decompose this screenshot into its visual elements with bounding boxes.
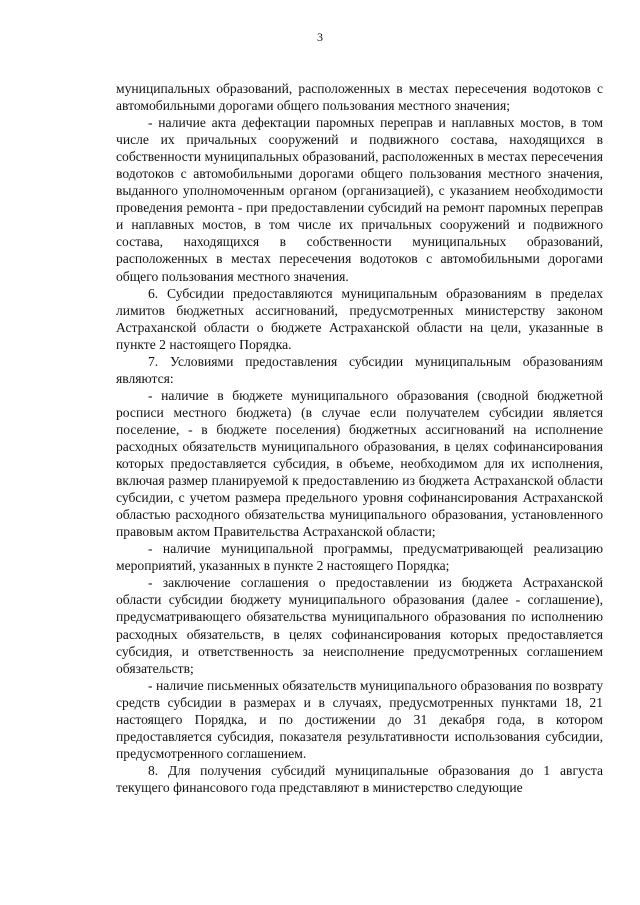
paragraph-continuation: муниципальных образований, расположенных в местах пересечения водотоков с автомобильными дорогами общего пользования местного значения; — [116, 81, 603, 114]
paragraph-agreement: - заключение соглашения о предоставлении из бюджета Астраханской области субсидии бюджету муниципального образования (далее - соглашение), предусматривающего обязательства муниципального образования по исполнению расходных обязательств, в целях софинансирования которых предоставляется субсидия, и ответственность за неисполнение предусмотренных соглашением обязательств; — [116, 575, 603, 676]
document-body — [116, 80, 603, 796]
page-number: 3 — [317, 30, 323, 44]
paragraph-item-8: 8. Для получения субсидий муниципальные образования до 1 августа текущего финансового года представляют в министерство следующие — [116, 762, 603, 795]
paragraph-municipal-program: - наличие муниципальной программы, предусматривающей реализацию мероприятий, указанных в пункте 2 настоящего Порядка; — [116, 541, 603, 574]
paragraph-item-7: 7. Условиями предоставления субсидии муниципальным образованиям являются: — [116, 353, 603, 386]
paragraph-written-obligations: - наличие письменных обязательств муниципального образования по возврату средств субсидии в размерах и в случаях, предусмотренных пунктами 18, 21 настоящего Порядка, и по достижении до 31 декабря года, в котором предоставляется субсидия, показателя результативности использования субсидии, предусмотренного соглашением. — [116, 677, 603, 761]
paragraph-item-6: 6. Субсидии предоставляются муниципальным образованиям в пределах лимитов бюджетных ассигнований, предусмотренных министерству законом Астраханской области о бюджете Астраханской области на цели, указанные в пункте 2 настоящего Порядка. — [116, 285, 603, 352]
paragraph-defect-act: - наличие акта дефектации паромных переправ и наплавных мостов, в том числе их причальных сооружений и подвижного состава, находящихся в собственности муниципальных образований, расположенных в местах пересечения водотоков с автомобильными дорогами общего пользования местного значения, выданного уполномоченным органом (организацией), с указанием необходимости проведения ремонта - при предоставлении субсидий на ремонт паромных переправ и наплавных мостов, в том числе их причальных сооружений и подвижного состава, находящихся в собственности муниципальных образований, расположенных в местах пересечения водотоков с автомобильными дорогами общего пользования местного значения. — [116, 115, 603, 284]
paragraph-budget-allocation: - наличие в бюджете муниципального образования (сводной бюджетной росписи местного бюджета) (в случае если получателем субсидии является поселение, - в бюджете поселения) бюджетных ассигнований на исполнение расходных обязательств муниципального образования, в целях софинансирования которых предоставляется субсидия, в объеме, необходимом для их исполнения, включая размер планируемой к предоставлению из бюджета Астраханской области субсидии, с учетом размера предельного уровня софинансирования Астраханской областью расходного обязательства муниципального образования, установленного правовым актом Правительства Астраханской области; — [116, 387, 603, 540]
